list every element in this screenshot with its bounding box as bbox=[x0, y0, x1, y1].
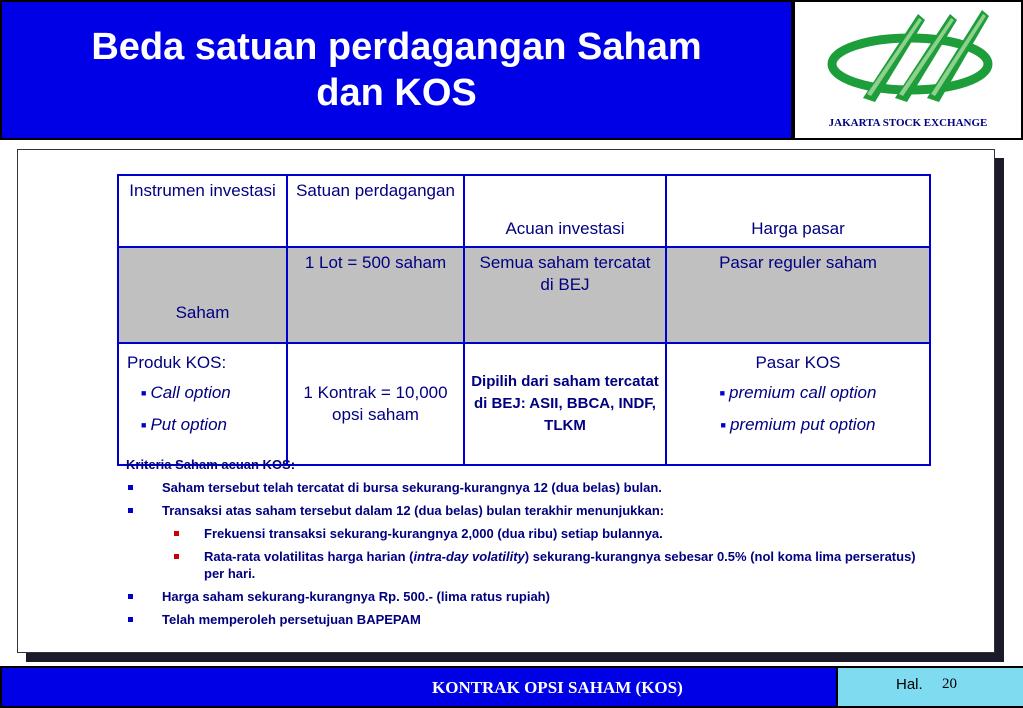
kos-market-title: Pasar KOS bbox=[755, 353, 841, 372]
bullet-icon: ■ bbox=[719, 388, 726, 398]
header-cell-unit: Satuan perdagangan bbox=[287, 175, 464, 247]
cell-kos-instrument bbox=[118, 343, 287, 465]
bullet-icon: ■ bbox=[720, 420, 726, 430]
cell-saham-instrument: Saham bbox=[118, 247, 287, 343]
cell-saham-reference: Semua saham tercatat di BEJ bbox=[464, 247, 666, 343]
criteria-item-2: Transaksi atas saham tersebut dalam 12 (dua belas) bulan terakhir menunjukkan: bbox=[126, 502, 916, 519]
kos-item-put: ■ Put option bbox=[141, 415, 227, 434]
kos-item-call: ■ Call option bbox=[141, 383, 231, 402]
header-cell-market: Harga pasar bbox=[666, 175, 930, 247]
criteria-subitem-2: Rata-rata volatilitas harga harian (intra-day volatility) sekurang-kurangnya sebesar 0.5% (nol koma lima perseratus) per hari. bbox=[126, 548, 916, 582]
criteria-heading: Kriteria Saham acuan KOS: bbox=[126, 457, 296, 472]
bullet-icon bbox=[128, 508, 133, 513]
jsx-logo-icon bbox=[823, 6, 998, 116]
title-bar bbox=[0, 0, 793, 140]
intraday-volatility-term: intra-day volatility bbox=[413, 549, 525, 564]
page-title-line-1: Beda satuan perdagangan Saham bbox=[91, 26, 702, 68]
cell-kos-reference: Dipilih dari saham tercatat di BEJ: ASII, BBCA, INDF, TLKM bbox=[464, 343, 666, 465]
cell-kos-market bbox=[666, 343, 930, 465]
criteria-item-4: Telah memperoleh persetujuan BAPEPAM bbox=[126, 611, 916, 628]
bullet-icon bbox=[128, 485, 133, 490]
criteria-item-3: Harga saham sekurang-kurangnya Rp. 500.- (lima ratus rupiah) bbox=[126, 588, 916, 605]
bullet-icon bbox=[128, 617, 133, 622]
page-number: 20 bbox=[942, 676, 957, 692]
criteria-subitem-1: Frekuensi transaksi sekurang-kurangnya 2,000 (dua ribu) setiap bulannya. bbox=[126, 525, 916, 542]
table-row-kos bbox=[118, 343, 930, 465]
comparison-table bbox=[117, 174, 931, 466]
bullet-icon bbox=[128, 594, 133, 599]
cell-saham-market: Pasar reguler saham bbox=[666, 247, 930, 343]
criteria-item-1: Saham tersebut telah tercatat di bursa sekurang-kurangnya 12 (dua belas) bulan. bbox=[126, 479, 916, 496]
header-cell-instrument: Instrumen investasi bbox=[118, 175, 287, 247]
kos-market-item-call: ■ premium call option bbox=[719, 383, 877, 402]
kos-market-item-put: ■ premium put option bbox=[720, 415, 876, 434]
red-bullet-icon bbox=[174, 554, 179, 559]
kos-product-title: Produk KOS: bbox=[127, 353, 227, 372]
header-cell-reference: Acuan investasi bbox=[464, 175, 666, 247]
bullet-icon: ■ bbox=[141, 420, 147, 430]
bullet-icon: ■ bbox=[141, 388, 147, 398]
page-number-box bbox=[836, 668, 1023, 706]
table-row-saham bbox=[118, 247, 930, 343]
red-bullet-icon bbox=[174, 531, 179, 536]
cell-kos-unit: 1 Kontrak = 10,000 opsi saham bbox=[287, 343, 464, 465]
criteria-section bbox=[126, 456, 916, 628]
page-label: Hal. bbox=[896, 676, 923, 693]
cell-saham-unit: 1 Lot = 500 saham bbox=[287, 247, 464, 343]
logo-panel bbox=[793, 0, 1023, 140]
page-title-line-2: dan KOS bbox=[316, 72, 477, 114]
logo-caption: JAKARTA STOCK EXCHANGE bbox=[828, 117, 988, 129]
table-header-row bbox=[118, 175, 930, 247]
footer-title: KONTRAK OPSI SAHAM (KOS) bbox=[432, 678, 683, 697]
